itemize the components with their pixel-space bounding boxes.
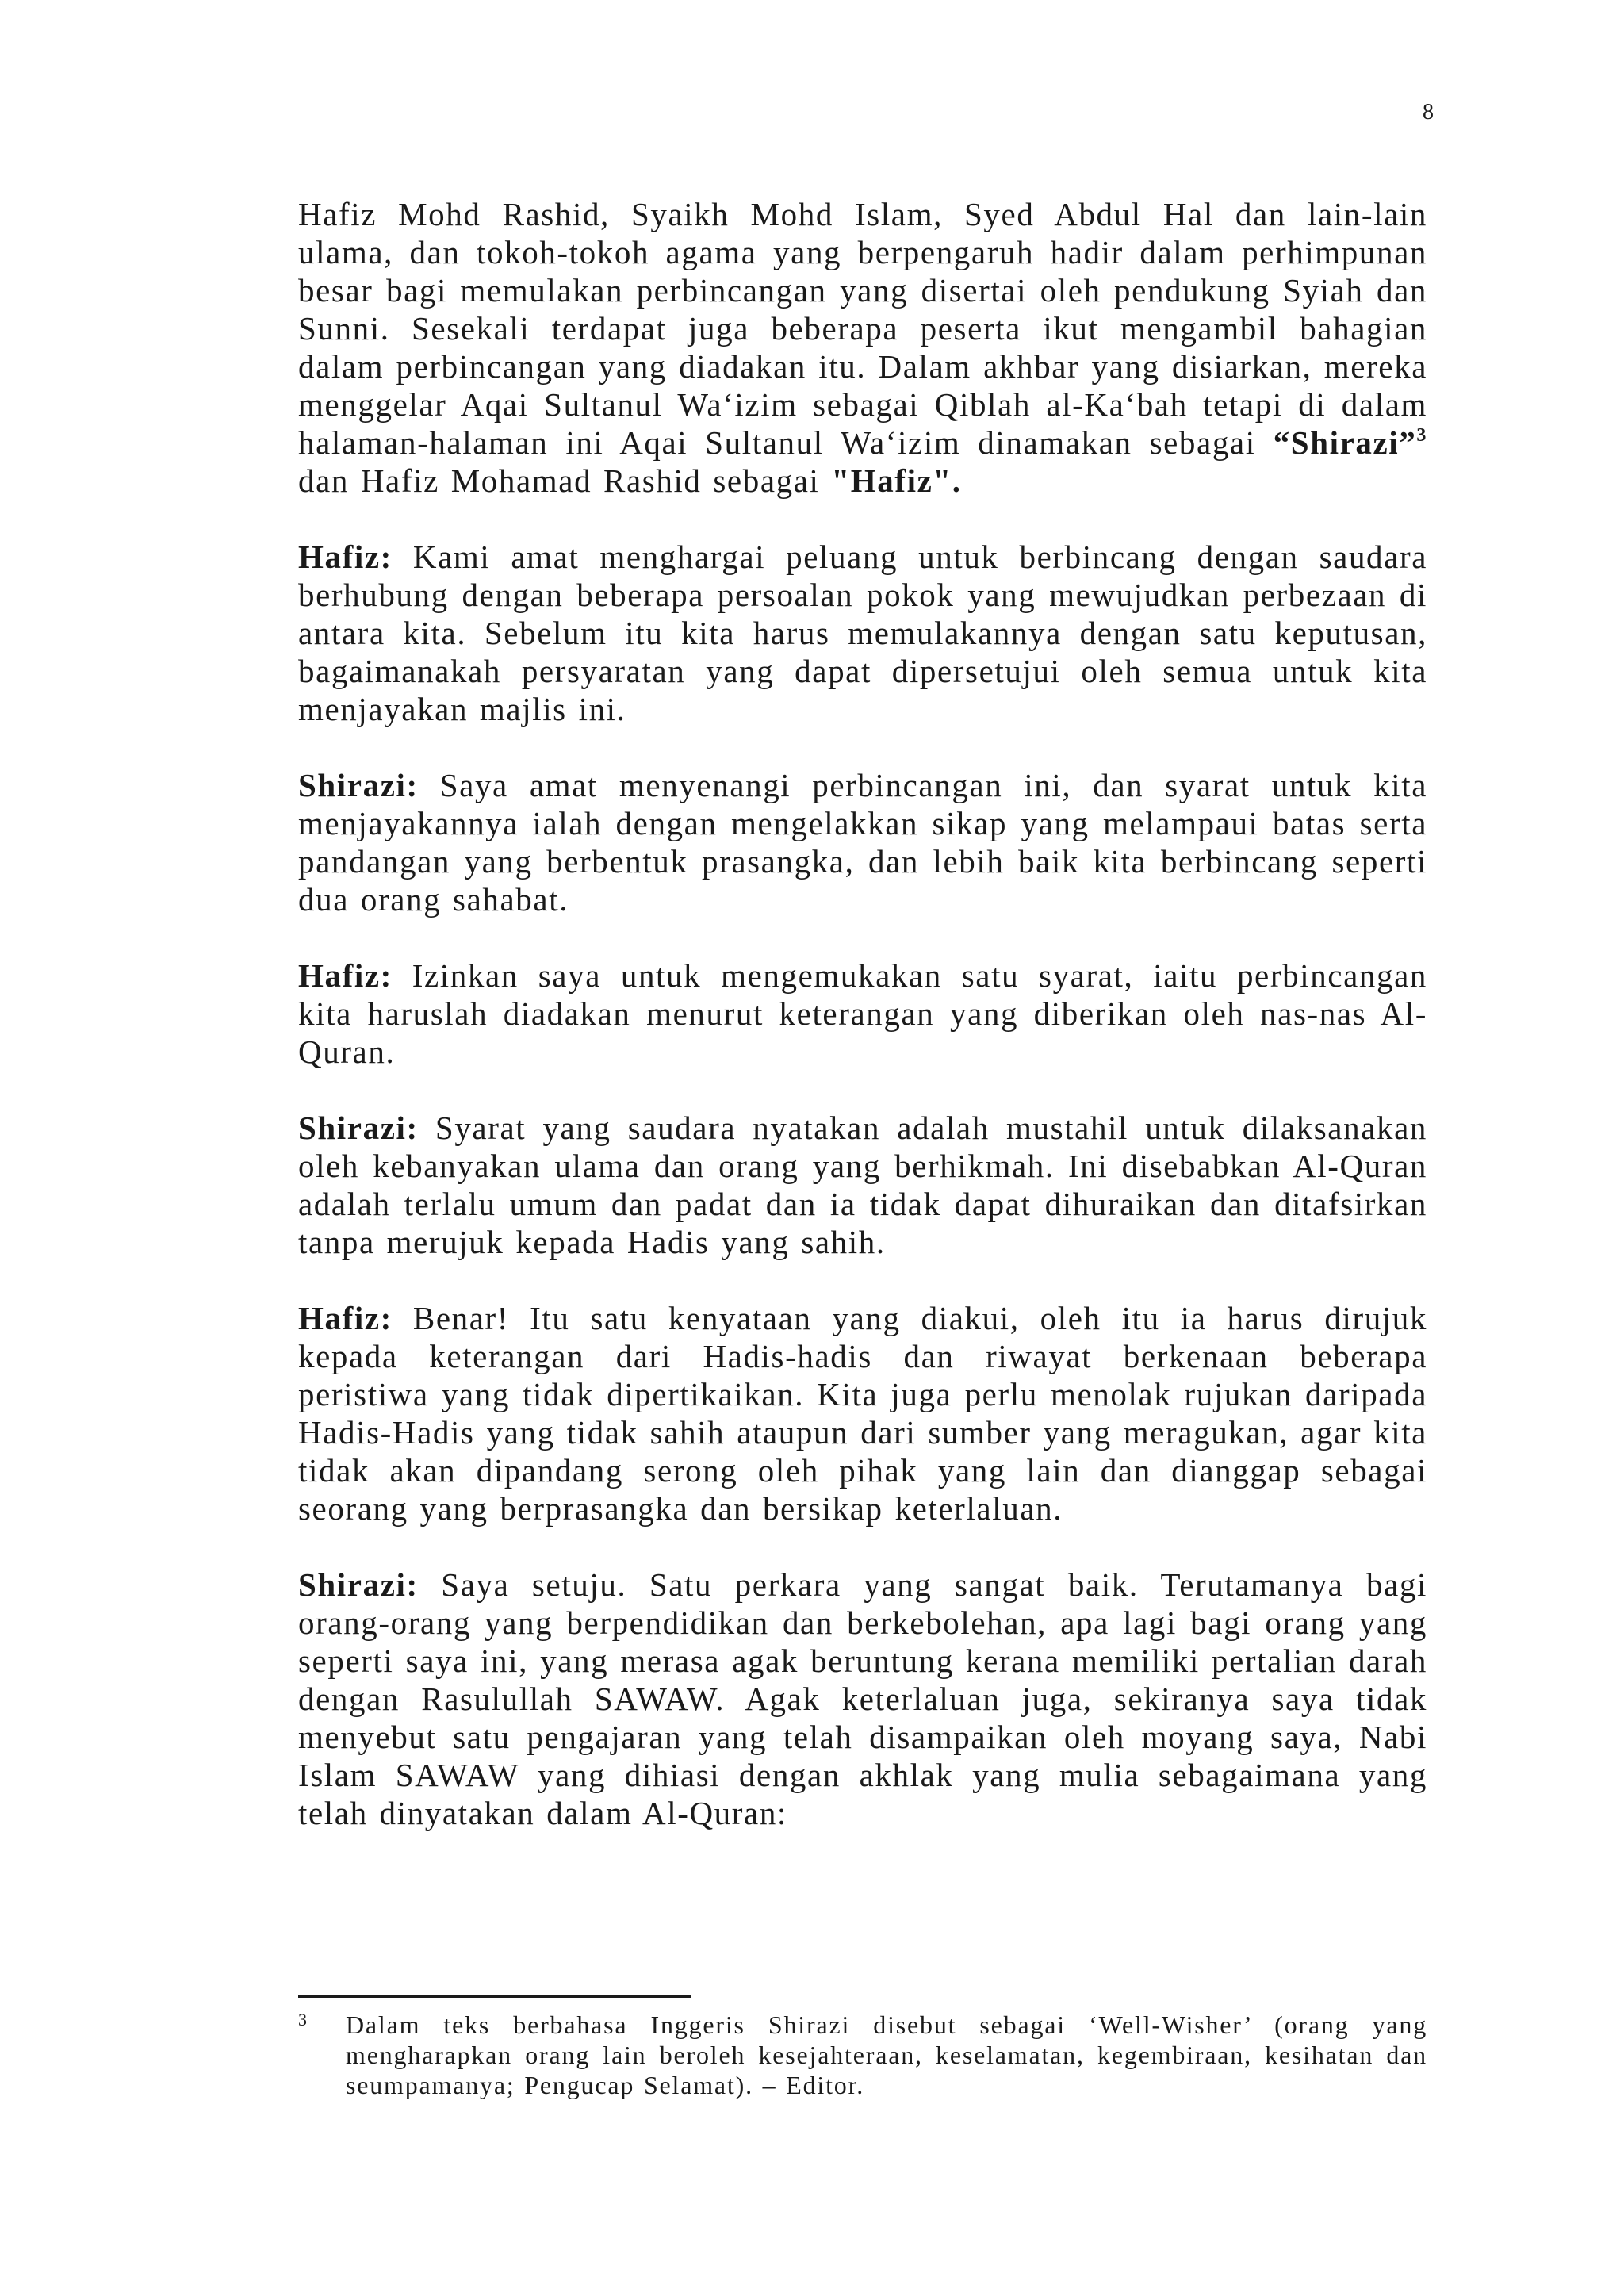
dialogue-paragraph bbox=[298, 766, 1427, 918]
speaker-label: Hafiz: bbox=[298, 957, 393, 994]
dialogue-text: Saya amat menyenangi perbincangan ini, dan syarat untuk kita menjayakannya ialah dengan mengelakkan sikap yang melampaui batas serta pandangan yang berbentuk prasangka, dan lebih baik kita berbincang seperti dua orang sahabat. bbox=[298, 767, 1427, 918]
intro-paragraph bbox=[298, 195, 1427, 500]
dialogue-paragraph bbox=[298, 538, 1427, 728]
speaker-label: Shirazi: bbox=[298, 1110, 419, 1146]
shirazi-term: “Shirazi” bbox=[1273, 424, 1417, 461]
dialogue-text: Izinkan saya untuk mengemukakan satu syarat, iaitu perbincangan kita haruslah diadakan menurut keterangan yang diberikan oleh nas-nas Al-Quran. bbox=[298, 957, 1427, 1070]
dialogue-text: Saya setuju. Satu perkara yang sangat baik. Terutamanya bagi orang-orang yang berpendidikan dan berkebolehan, apa lagi bagi orang yang seperti saya ini, yang merasa agak beruntung kerana memiliki pertalian darah dengan Rasulullah SAWAW. Agak keterlaluan juga, sekiranya saya tidak menyebut satu pengajaran yang telah disampaikan oleh moyang saya, Nabi Islam SAWAW yang dihiasi dengan akhlak yang mulia sebagaimana yang telah dinyatakan dalam Al-Quran: bbox=[298, 1566, 1427, 1831]
speaker-label: Shirazi: bbox=[298, 767, 419, 803]
page-number: 8 bbox=[1423, 100, 1434, 125]
hafiz-term: "Hafiz". bbox=[831, 462, 962, 499]
dialogue-text: Syarat yang saudara nyatakan adalah mustahil untuk dilaksanakan oleh kebanyakan ulama dan orang yang berhikmah. Ini disebabkan Al-Quran adalah terlalu umum dan padat dan ia tidak dapat dihuraikan dan ditafsirkan tanpa merujuk kepada Hadis yang sahih. bbox=[298, 1110, 1427, 1260]
intro-text-end: dan Hafiz Mohamad Rashid sebagai bbox=[298, 462, 832, 499]
dialogue-paragraph bbox=[298, 1566, 1427, 1832]
footnote-divider bbox=[298, 1995, 691, 1998]
speaker-label: Hafiz: bbox=[298, 1300, 393, 1336]
speaker-label: Shirazi: bbox=[298, 1566, 419, 1603]
footnote bbox=[298, 2010, 1427, 2100]
intro-text-start: Hafiz Mohd Rashid, Syaikh Mohd Islam, Syed Abdul Hal dan lain-lain ulama, dan tokoh-tokoh agama yang berpengaruh hadir dalam perhimpunan besar bagi memulakan perbincangan yang disertai oleh pendukung Syiah dan Sunni. Sesekali terdapat juga beberapa peserta ikut mengambil bahagian dalam perbincangan yang diadakan itu. Dalam akhbar yang disiarkan, mereka menggelar Aqai Sultanul Wa‘izim sebagai Qiblah al-Ka‘bah tetapi di dalam halaman-halaman ini Aqai Sultanul Wa‘izim dinamakan sebagai bbox=[298, 196, 1427, 461]
dialogue-text: Benar! Itu satu kenyataan yang diakui, oleh itu ia harus dirujuk kepada keterangan dari Hadis-hadis dan riwayat berkenaan beberapa peristiwa yang tidak dipertikaikan. Kita juga perlu menolak rujukan daripada Hadis-Hadis yang tidak sahih ataupun dari sumber yang meragukan, agar kita tidak akan dipandang serong oleh pihak yang lain dan dianggap sebagai seorang yang berprasangka dan bersikap keterlaluan. bbox=[298, 1300, 1427, 1527]
dialogue-paragraph bbox=[298, 956, 1427, 1071]
dialogue-paragraph bbox=[298, 1299, 1427, 1527]
footnote-reference[interactable]: 3 bbox=[1416, 425, 1427, 446]
speaker-label: Hafiz: bbox=[298, 539, 393, 575]
dialogue-text: Kami amat menghargai peluang untuk berbincang dengan saudara berhubung dengan beberapa persoalan pokok yang mewujudkan perbezaan di antara kita. Sebelum itu kita harus memulakannya dengan satu keputusan, bagaimanakah persyaratan yang dapat dipersetujui oleh semua untuk kita menjayakan majlis ini. bbox=[298, 539, 1427, 727]
footnote-marker: 3 bbox=[298, 2010, 308, 2030]
body-text bbox=[298, 195, 1427, 1870]
dialogue-paragraph bbox=[298, 1109, 1427, 1261]
footnote-text: Dalam teks berbahasa Inggeris Shirazi disebut sebagai ‘Well-Wisher’ (orang yang mengharapkan orang lain beroleh kesejahteraan, keselamatan, kegembiraan, kesihatan dan seumpamanya; Pengucap Selamat). – Editor. bbox=[346, 2010, 1427, 2099]
